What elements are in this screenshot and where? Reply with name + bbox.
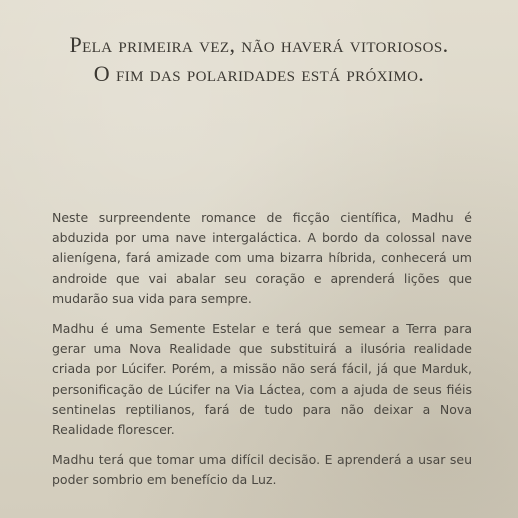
tagline-line-2: O fim das polaridades está próximo. [93,61,425,86]
synopsis-paragraph-1: Neste surpreendente romance de ficção científica, Madhu é abduzida por uma nave intergaláctica. A bordo da colossal nave alienígena, fará amizade com uma bizarra híbrida, conhecerá um androide que vai abalar seu coração e aprenderá lições que mudarão sua vida para sempre. [52,210,472,306]
tagline-line-1: Pela primeira vez, não haverá vitoriosos. [69,32,449,57]
tagline [0,30,518,88]
synopsis [52,208,472,501]
synopsis-paragraph-2: Madhu é uma Semente Estelar e terá que semear a Terra para gerar uma Nova Realidade que substituirá a ilusória realidade criada por Lúcifer. Porém, a missão não será fácil, já que Marduk, personificação de Lúcifer na Via Láctea, com a ajuda de seus fiéis sentinelas reptilianos, fará de tudo para não deixar a Nova Realidade florescer. [52,321,472,438]
synopsis-paragraph-3: Madhu terá que tomar uma difícil decisão. E aprenderá a usar seu poder sombrio em benefício da Luz. [52,452,472,488]
